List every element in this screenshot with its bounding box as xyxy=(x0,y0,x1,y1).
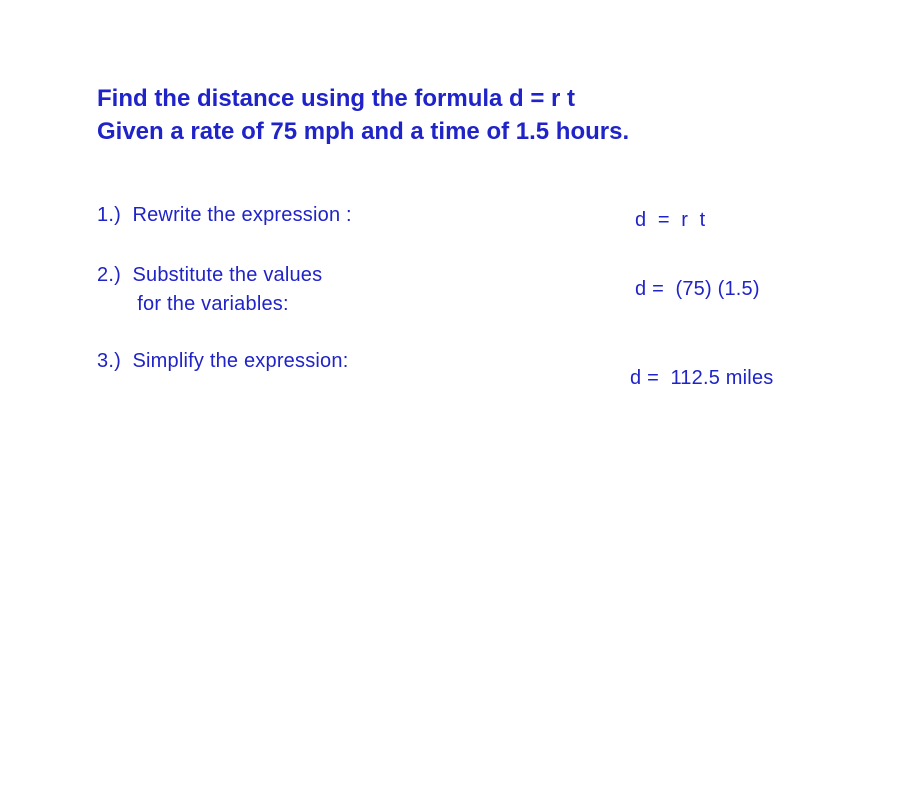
problem-title-line-2: Given a rate of 75 mph and a time of 1.5 hours. xyxy=(97,118,630,145)
step-2-label: 2.) Substitute the values for the variables: xyxy=(97,264,323,315)
step-1-label: 1.) Rewrite the expression : xyxy=(97,204,352,226)
step-1-result: d = r t xyxy=(635,209,706,231)
step-3-label: 3.) Simplify the expression: xyxy=(97,350,349,372)
step-2-result: d = (75) (1.5) xyxy=(635,278,760,300)
step-3-result: d = 112.5 miles xyxy=(630,367,774,389)
problem-title-line-1: Find the distance using the formula d = r t xyxy=(97,85,576,112)
